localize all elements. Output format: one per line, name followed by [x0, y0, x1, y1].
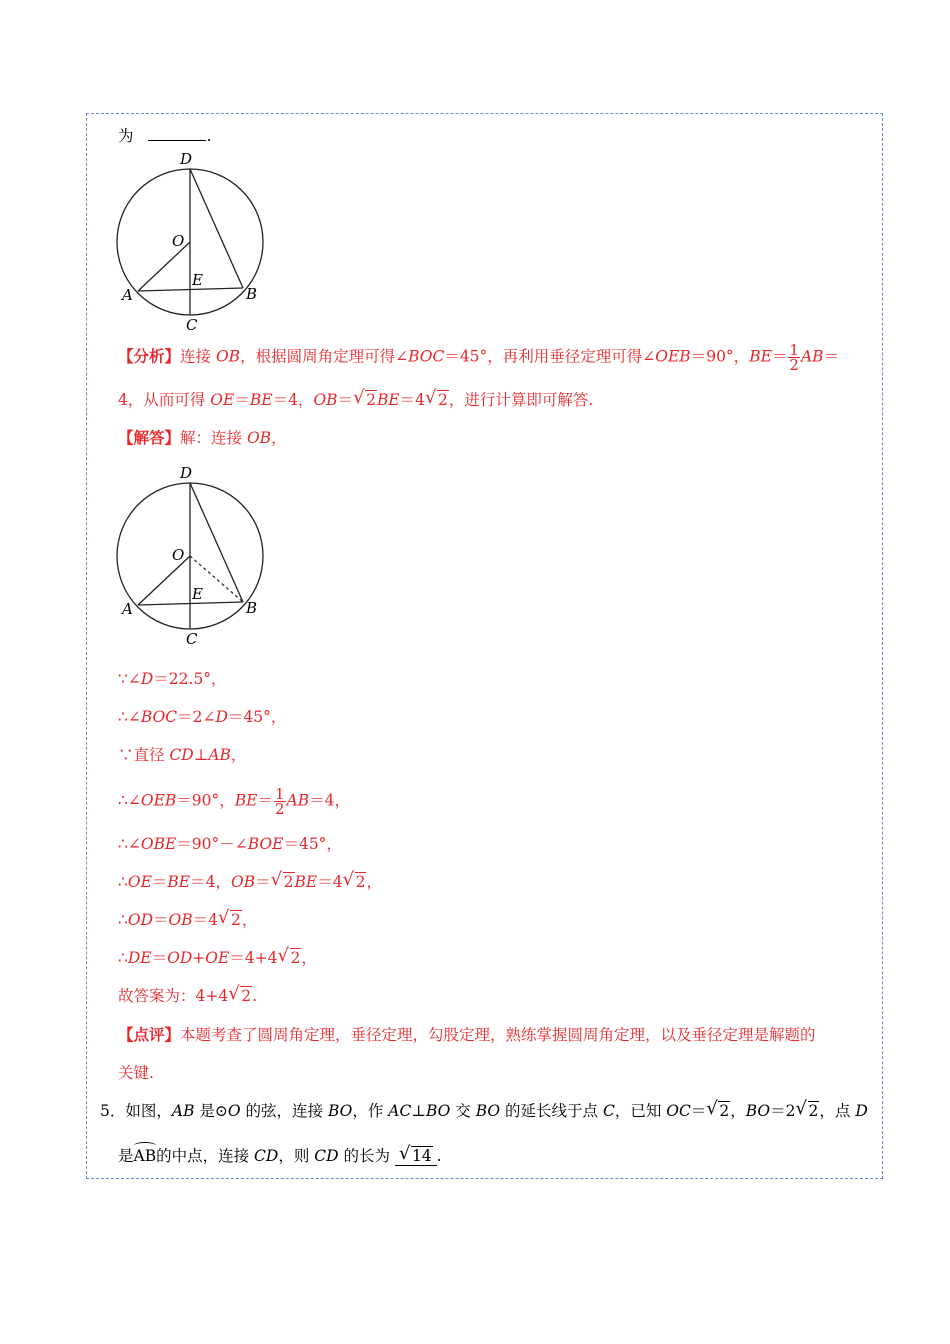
question-5-line-2: 是AB的中点，连接 CD，则 CD 的长为 √ 14 .	[118, 1146, 442, 1166]
label-c: C	[186, 630, 198, 647]
step-7: ∴OD＝OB＝4√ 2，	[118, 910, 257, 930]
circle-figure-1	[112, 148, 272, 333]
sqrt: √ 2	[218, 910, 242, 930]
label-a: A	[122, 600, 133, 618]
label-d: D	[180, 150, 193, 168]
step-4: ∴∠OEB＝90°，BE＝ $\frac{1}{2}$ AB＝4，	[118, 785, 351, 818]
label-d: D	[180, 464, 193, 482]
fraction: $\frac{1}{2}$	[275, 785, 285, 818]
step-2: ∴∠BOC＝2∠D＝45°，	[118, 708, 287, 726]
label-e: E	[192, 271, 203, 289]
step-6: ∴OE＝BE＝4，OB＝√ 2BE＝4√ 2，	[118, 872, 382, 892]
question-tail: 为 .	[118, 127, 212, 145]
label-e: E	[192, 585, 203, 603]
label-o: O	[172, 232, 185, 250]
step-3: ∵直径 CD⊥AB，	[118, 746, 247, 764]
question-5-line-1: 5．如图，AB 是⊙O 的弦，连接 BO，作 AC⊥BO 交 BO 的延长线于点 C，已知 OC＝√ 2，BO＝2√ 2，点 D	[100, 1101, 868, 1121]
sqrt: √ 2	[706, 1101, 730, 1121]
step-8: ∴DE＝OD+OE＝4+4√ 2，	[118, 948, 317, 968]
sqrt: √ 2	[796, 1101, 820, 1121]
label-b: B	[246, 285, 258, 303]
fraction: $\frac{1}{2}$	[789, 341, 799, 374]
analysis-line-1: 【分析】连接 OB，根据圆周角定理可得∠BOC＝45°，再利用垂径定理可得∠OEB＝90°，BE＝ $\frac{1}{2}$ AB＝	[118, 341, 840, 374]
label-o: O	[172, 546, 185, 564]
sqrt: √ 2	[278, 948, 302, 968]
final-answer: 故答案为：4+4√ 2.	[118, 986, 257, 1006]
answer-underline	[395, 1147, 437, 1166]
sqrt: √ 2	[343, 872, 367, 892]
answer-blank	[148, 126, 206, 141]
solution-intro: 【解答】解：连接 OB，	[118, 428, 287, 447]
comment-line-2: 关键.	[118, 1064, 154, 1082]
question-prefix: 为	[118, 127, 134, 145]
arc-ab: AB	[133, 1147, 157, 1165]
step-5: ∴∠OBE＝90°－∠BOE＝45°，	[118, 835, 342, 853]
sqrt: √ 14	[399, 1146, 433, 1166]
label-a: A	[122, 286, 133, 304]
sqrt: √ 2	[353, 390, 377, 410]
analysis-line-2: 4，从而可得 OE＝BE＝4，OB＝√ 2BE＝4√ 2，进行计算即可解答.	[118, 390, 593, 410]
sqrt: √ 2	[425, 390, 449, 410]
sqrt: √ 2	[271, 872, 295, 892]
sqrt: √ 2	[228, 986, 252, 1006]
circle-figure-2	[112, 462, 272, 647]
label-c: C	[186, 316, 198, 333]
step-1: ∵∠D＝22.5°，	[118, 670, 227, 688]
label-b: B	[246, 599, 258, 617]
comment-line-1: 【点评】本题考查了圆周角定理，垂径定理，勾股定理，熟练掌握圆周角定理，以及垂径定理是解题的	[118, 1025, 816, 1044]
